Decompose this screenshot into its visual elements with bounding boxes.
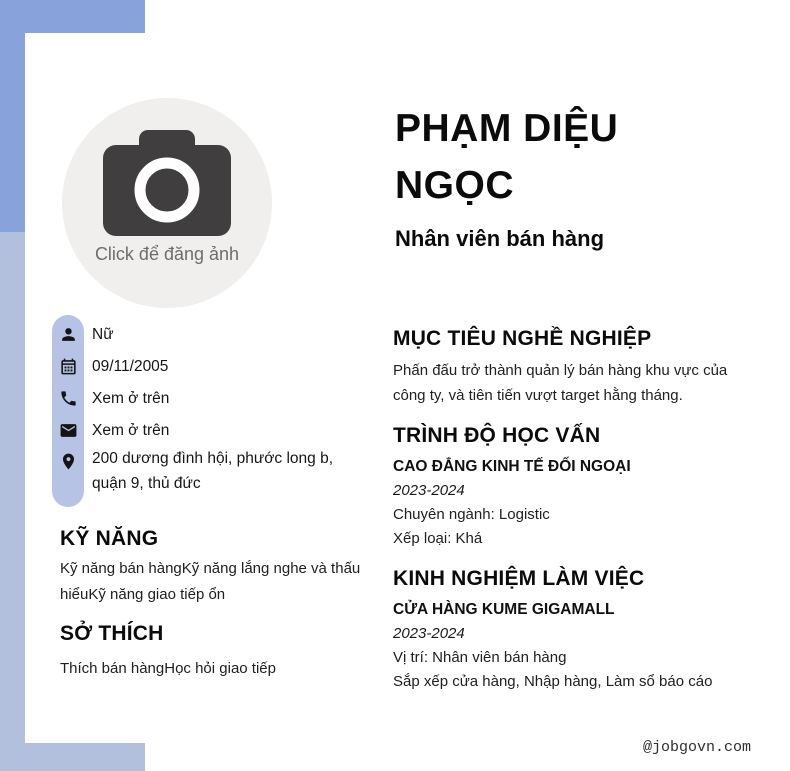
site-watermark: @jobgovn.com [643,739,752,756]
decor-left-bar-light [0,232,25,771]
candidate-job-title: Nhân viên bán hàng [395,226,605,251]
contact-gender-value: Nữ [92,325,114,343]
objective-heading: MỤC TIÊU NGHỀ NGHIỆP [393,327,652,350]
experience-tasks: Sắp xếp cửa hàng, Nhập hàng, Làm sổ báo cáo [393,673,713,690]
photo-upload-button[interactable] [62,98,272,308]
experience-period: 2023-2024 [393,625,465,642]
phone-icon [52,389,84,408]
contact-birthday-value: 09/11/2005 [92,357,169,375]
contact-address-value: 200 dương đình hội, phước long b, quận 9, thủ đức [92,450,334,492]
camera-icon [102,130,232,245]
experience-heading: KINH NGHIỆM LÀM VIỆC [393,567,645,590]
contact-row-gender [52,318,364,350]
decor-left-bar-dark [0,0,25,232]
person-icon [52,325,84,344]
education-period: 2023-2024 [393,482,465,499]
hobbies-body: Thích bán hàngHọc hỏi giao tiếp [60,660,276,677]
education-school: CAO ĐẲNG KINH TẾ ĐỐI NGOẠI [393,458,631,475]
location-icon [52,452,84,471]
calendar-icon [52,357,84,376]
contact-list [52,318,364,496]
contact-phone-value: Xem ở trên [92,389,170,407]
hobbies-heading: SỞ THÍCH [60,622,164,645]
experience-company: CỬA HÀNG KUME GIGAMALL [393,601,615,618]
decor-bottom-bar [0,743,145,771]
photo-upload-label: Click để đăng ảnh [94,244,240,264]
contact-email-value: Xem ở trên [92,421,170,439]
contact-row-email [52,414,364,446]
contact-row-address [52,446,364,496]
objective-body: Phấn đấu trở thành quản lý bán hàng khu vực của công ty, và tiên tiến vượt target hằng tháng. [393,362,728,404]
candidate-name: PHẠM DIỆU NGỌC [395,107,619,207]
contact-row-birthday [52,350,364,382]
skills-body: Kỹ năng bán hàngKỹ năng lắng nghe và thấu hiểuKỹ năng giao tiếp ổn [60,560,361,603]
education-heading: TRÌNH ĐỘ HỌC VẤN [393,424,601,447]
skills-heading: KỸ NĂNG [60,527,159,550]
experience-position: Vị trí: Nhân viên bán hàng [393,649,567,666]
education-major: Chuyên ngành: Logistic [393,506,550,523]
education-grade: Xếp loại: Khá [393,530,483,547]
email-icon [52,421,84,440]
contact-row-phone [52,382,364,414]
